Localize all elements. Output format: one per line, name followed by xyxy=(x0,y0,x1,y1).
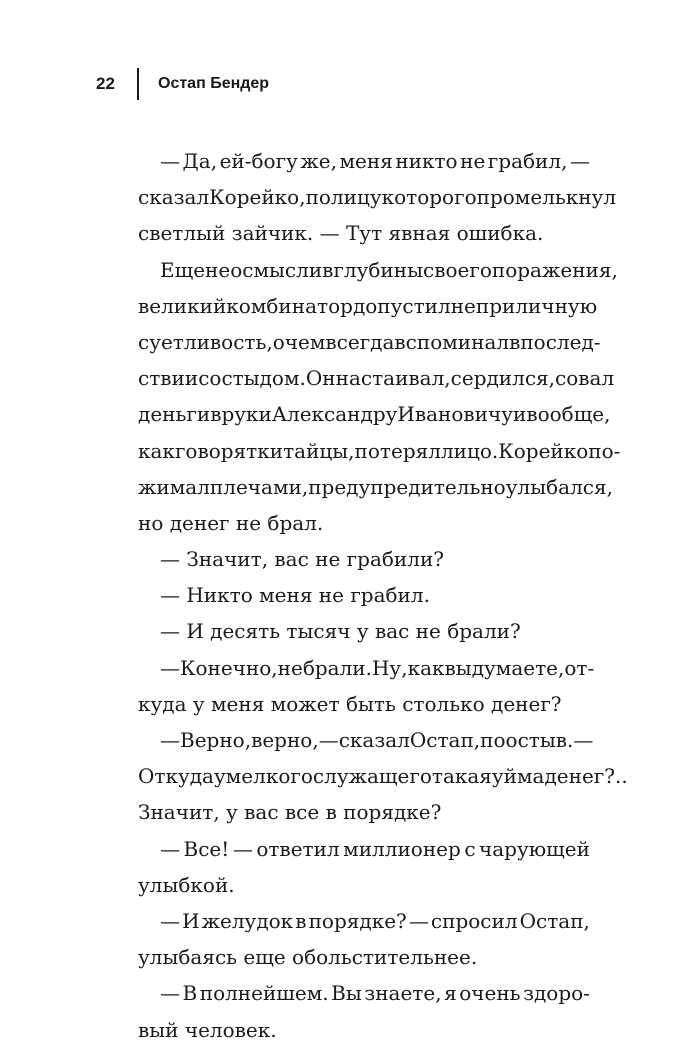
text-line: деньги в руки Александру Ивановичу и вообще, xyxy=(138,402,611,427)
text-line: Значит, у вас все в порядке? xyxy=(138,800,442,825)
text-line: улыбкой. xyxy=(138,872,235,897)
page-number: 22 xyxy=(96,74,115,93)
text-line: вый человек. xyxy=(138,1017,277,1042)
text-line: — Значит, вас не грабили? xyxy=(160,547,445,572)
text-line: Откуда у мелкого служащего такая уйма денег?.. xyxy=(138,764,628,789)
text-line: — Да, ей-богу же, меня никто не грабил, — xyxy=(160,149,590,173)
text-line: но денег не брал. xyxy=(138,510,324,535)
text-line: жимал плечами, предупредительно улыбался, xyxy=(138,474,613,499)
text-line: — И желудок в порядке? — спросил Остап, xyxy=(160,908,590,933)
text-line: куда у меня может быть столько денег? xyxy=(138,691,562,716)
text-line: ствии со стыдом. Он настаивал, сердился, совал xyxy=(138,366,615,391)
text-line: — В полнейшем. Вы знаете, я очень здоро- xyxy=(160,981,590,1006)
text-line: — Конечно, не брали. Ну, как вы думаете, от- xyxy=(160,655,595,680)
text-line: — И десять тысяч у вас не брали? xyxy=(160,619,521,644)
text-line: — Все! — ответил миллионер с чарующей xyxy=(160,836,590,861)
running-title: Остап Бендер xyxy=(158,75,270,92)
text-line: улыбаясь еще обольстительнее. xyxy=(138,945,478,970)
text-line: как говорят китайцы, потерял лицо. Корейко по- xyxy=(138,438,621,463)
text-line: Еще не осмыслив глубины своего поражения, xyxy=(160,257,618,282)
text-line: сказал Корейко, по лицу которого промелькнул xyxy=(138,185,617,210)
body-text xyxy=(138,143,628,1048)
header-divider xyxy=(137,68,139,100)
text-line: великий комбинатор допустил неприличную xyxy=(138,293,598,318)
text-line: — Никто меня не грабил. xyxy=(160,583,430,608)
text-line: суетливость, о чем всегда вспоминал впослед- xyxy=(138,329,601,354)
text-line: светлый зайчик. — Тут явная ошибка. xyxy=(138,221,544,246)
text-line: — Верно, верно, — сказал Остап, поостыв. — xyxy=(160,728,594,752)
